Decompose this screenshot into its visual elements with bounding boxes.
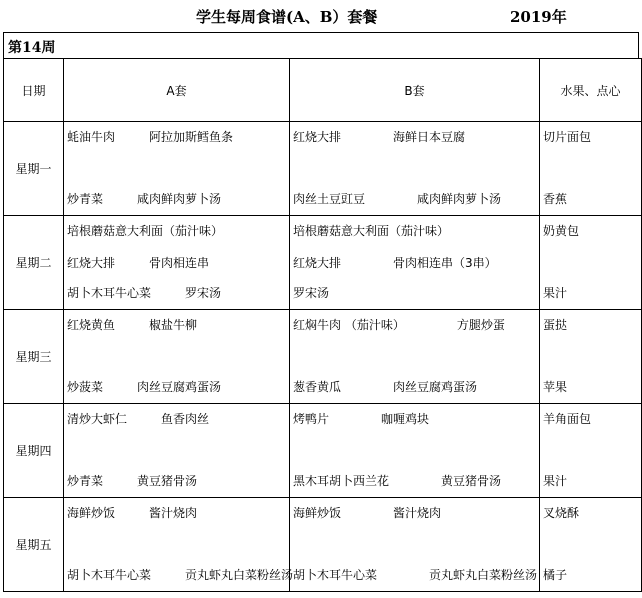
dish-item: 红烧黄鱼 [67, 318, 116, 332]
menu-line [293, 316, 505, 333]
dish-item: 鱼香肉丝 [161, 412, 210, 426]
header-set-b: B套 [290, 59, 540, 122]
dish-item: 黑木耳胡卜西兰花 [293, 474, 390, 488]
day-row [4, 122, 642, 216]
menu-line [67, 222, 223, 239]
set-b-cell [290, 404, 540, 498]
set-a-cell [64, 404, 290, 498]
fruit-cell [540, 404, 642, 498]
fruit-item: 奶黄包 [543, 224, 580, 238]
menu-line [293, 472, 501, 489]
dish-item: 阿拉加斯鳕鱼条 [149, 130, 234, 144]
set-b-cell [290, 310, 540, 404]
menu-line [293, 222, 449, 239]
dish-item: 贡丸虾丸白菜粉丝汤 [185, 568, 294, 582]
dish-item: 肉丝豆腐鸡蛋汤 [393, 380, 478, 394]
header-fruit: 水果、点心 [540, 59, 642, 122]
menu-line [293, 284, 329, 301]
day-name: 星期一 [4, 122, 64, 216]
dish-item: 清炒大虾仁 [67, 412, 128, 426]
dish-item: 红烧大排 [67, 256, 116, 270]
dish-item: 葱香黄瓜 [293, 380, 342, 394]
menu-line [67, 566, 293, 583]
menu-line [67, 190, 221, 207]
dish-item: 海鲜炒饭 [293, 506, 342, 520]
dish-item: 罗宋汤 [293, 286, 330, 300]
dish-item: 椒盐牛柳 [149, 318, 198, 332]
dish-item: 红烧大排 [293, 130, 342, 144]
day-name: 星期三 [4, 310, 64, 404]
day-row [4, 216, 642, 310]
menu-table [3, 58, 642, 592]
menu-line [293, 254, 497, 271]
dish-item: 胡卜木耳牛心菜 [67, 286, 152, 300]
menu-line [293, 566, 537, 583]
menu-line [67, 128, 233, 145]
dish-item: 黄豆猪骨汤 [137, 474, 198, 488]
dish-item: 肉丝土豆豇豆 [293, 192, 366, 206]
fruit-item: 果汁 [543, 474, 568, 488]
dish-item: 胡卜木耳牛心菜 [293, 568, 378, 582]
day-row [4, 404, 642, 498]
page-title: 学生每周食谱(A、B）套餐 [196, 8, 378, 26]
day-name: 星期四 [4, 404, 64, 498]
menu-line [67, 410, 209, 427]
fruit-cell [540, 498, 642, 592]
fruit-item: 羊角面包 [543, 412, 592, 426]
menu-line [67, 378, 221, 395]
set-a-cell [64, 498, 294, 592]
dish-item: 骨肉相连串（3串） [393, 256, 497, 270]
day-row [4, 310, 642, 404]
menu-line [67, 284, 221, 301]
dish-item: 贡丸虾丸白菜粉丝汤 [429, 568, 538, 582]
menu-line [67, 504, 197, 521]
day-name: 星期二 [4, 216, 64, 310]
dish-item: 咸肉鲜肉萝卜汤 [137, 192, 222, 206]
dish-item: 咸肉鲜肉萝卜汤 [417, 192, 502, 206]
fruit-cell [540, 216, 642, 310]
header-set-a: A套 [64, 59, 290, 122]
page-header [0, 6, 642, 28]
dish-item: 黄豆猪骨汤 [441, 474, 502, 488]
dish-item: 海鲜炒饭 [67, 506, 116, 520]
fruit-item: 橘子 [543, 568, 568, 582]
dish-item: 罗宋汤 [185, 286, 222, 300]
dish-item: 海鲜日本豆腐 [393, 130, 466, 144]
header-row [4, 59, 642, 122]
menu-line [293, 128, 465, 145]
fruit-cell [540, 310, 642, 404]
day-row [4, 498, 642, 592]
fruit-item: 香蕉 [543, 192, 568, 206]
menu-line [67, 254, 209, 271]
fruit-item: 苹果 [543, 380, 568, 394]
week-banner [3, 32, 639, 59]
week-label: 第14周 [8, 40, 56, 56]
menu-rows [4, 122, 642, 592]
fruit-item: 蛋挞 [543, 318, 568, 332]
set-a-cell [64, 310, 290, 404]
dish-item: 培根蘑菇意大利面（茄汁味） [67, 224, 224, 238]
dish-item: 方腿炒蛋 [456, 318, 505, 332]
dish-item: 烤鸭片 [293, 412, 330, 426]
menu-line [293, 378, 477, 395]
menu-line [67, 472, 197, 489]
menu-line [293, 190, 501, 207]
menu-line [67, 316, 197, 333]
dish-item: 炒菠菜 [67, 380, 104, 394]
dish-item: 酱汁烧肉 [393, 506, 442, 520]
day-name: 星期五 [4, 498, 64, 592]
set-b-cell [290, 216, 540, 310]
dish-item: 骨肉相连串 [149, 256, 210, 270]
fruit-item: 果汁 [543, 286, 568, 300]
set-a-cell [64, 216, 290, 310]
menu-line [293, 410, 429, 427]
fruit-cell [540, 122, 642, 216]
dish-item: 胡卜木耳牛心菜 [67, 568, 152, 582]
dish-item: 酱汁烧肉 [149, 506, 198, 520]
dish-item: 炒青菜 [67, 474, 104, 488]
header-date: 日期 [4, 59, 64, 122]
dish-item: 肉丝豆腐鸡蛋汤 [137, 380, 222, 394]
dish-item: 培根蘑菇意大利面（茄汁味） [293, 224, 450, 238]
fruit-item: 叉烧酥 [543, 506, 580, 520]
dish-item: 炒青菜 [67, 192, 104, 206]
set-a-cell [64, 122, 290, 216]
dish-item: 蚝油牛肉 [67, 130, 116, 144]
dish-item: 红烧大排 [293, 256, 342, 270]
dish-item: 咖喱鸡块 [381, 412, 430, 426]
fruit-item: 切片面包 [543, 130, 592, 144]
set-b-cell [290, 498, 540, 592]
dish-item: 红焖牛肉 （茄汁味） [293, 318, 405, 332]
set-b-cell [290, 122, 540, 216]
year-label: 2019年 [510, 8, 567, 26]
menu-line [293, 504, 441, 521]
